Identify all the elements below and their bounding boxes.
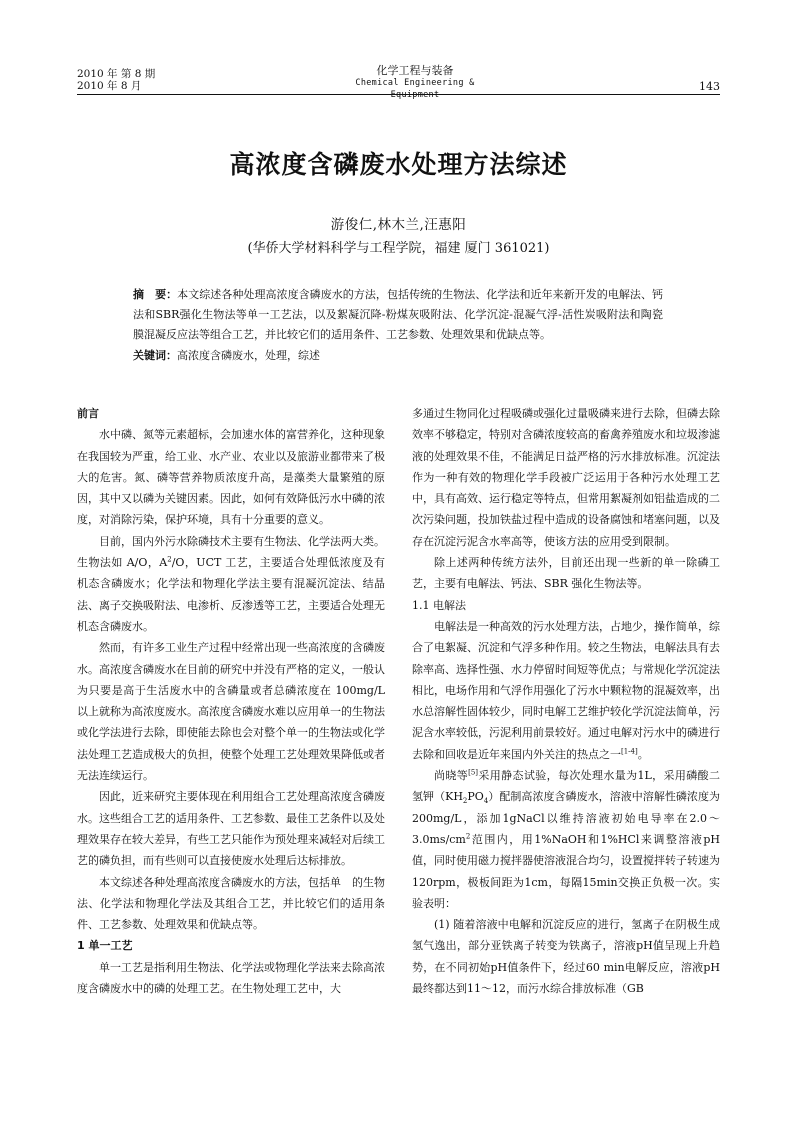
section-heading-1-1: 1.1 电解法 (412, 598, 466, 612)
paragraph (412, 765, 720, 914)
body-column-left (77, 403, 385, 999)
subscript: 4 (483, 797, 489, 806)
text-run: 采用静态试验，每次处理水量为1L，采用磷酸二氢钾（KH (412, 769, 721, 804)
abstract-label: 摘 要： (133, 288, 178, 301)
article-title: 高浓度含磷废水处理方法综述 (229, 150, 568, 179)
paragraph: (1) 随着溶液中电解和沉淀反应的进行，氢离子在阴极生成氢气逸出，部分亚铁离子转变为铁离子，溶液pH值呈现上升趋势，在不同初始pH值条件下，经过60 min电解反应，溶液pH最终都达到11～12，而污水综合排放标准（GB (412, 918, 720, 996)
text-run: 目前，国内外污水除磷技术主要有生物法、化学法两大类。生物法如 A/O，A (77, 534, 385, 570)
text-run: 。 (637, 747, 649, 761)
text-run: 范围内，用1%NaOH和1%HCl来调整溶液pH值，同时使用磁力搅拌器使溶液混合均匀，设置搅拌转子转速为120rpm，极板间距为1cm，每隔15min交换正负极一次。实验表明： (412, 832, 720, 910)
issue-label: 2010 年 第 8 期 (77, 68, 156, 80)
header-rule (77, 94, 720, 95)
paragraph: 水中磷、氮等元素超标，会加速水体的富营养化，这种现象在我国较为严重，给工业、水产业、农业以及旅游业都带来了极大的危害。氮、磷等营养物质浓度升高，是藻类大量繁殖的原因，其中又以磷为关键因素。因此，如何有效降低污水中磷的浓度，对消除污染，保护环境，具有十分重要的意义。 (77, 428, 385, 527)
text-run: 尚晓等 (434, 769, 469, 783)
section-heading-1: 1 单一工艺 (77, 939, 133, 953)
citation: [5] (468, 768, 479, 777)
author-list: 游俊仁,林木兰,汪惠阳 (330, 217, 467, 233)
paragraph: 然而，有许多工业生产过程中经常出现一些高浓度的含磷废水。高浓度含磷废水在目前的研究中并没有严格的定义，一般认为只要是高于生活废水中的含磷量或者总磷浓度在 100mg/L 以上就称为高浓度废水。高浓度含磷废水难以应用单一的生物法或化学法进行去除，即使能去除也会对整个单一的生物法或化学法处理工艺造成极大的负担，使整个处理工艺处理效果降低或者无法连续运行。 (77, 641, 385, 783)
keywords-text: 高浓度含磷废水，处理，综述 (177, 349, 320, 362)
paragraph: 因此，近来研究主要体现在利用组合工艺处理高浓度含磷废水。这些组合工艺的适用条件、工艺参数、最佳工艺条件以及处理效果存在较大差异，有些工艺只能作为预处理来减轻对后续工艺的磷负担，而有些则可以直接使废水处理后达标排放。 (77, 790, 385, 868)
paragraph: 多通过生物同化过程吸磷或强化过量吸磷来进行去除，但磷去除效率不够稳定，特别对含磷浓度较高的畜禽养殖废水和垃圾渗滤液的处理效果不佳，不能满足日益严格的污水排放标准。沉淀法作为一种有效的物理化学手段被广泛运用于各种污水处理工艺中，具有高效、运行稳定等特点，但常用絮凝剂如铝盐造成的二次污染问题，投加铁盐过程中造成的设备腐蚀和堵塞问题，以及存在沉淀污泥含水率高等，使该方法的应用受到限制。 (412, 407, 720, 548)
abstract (133, 285, 663, 345)
text-run: /O，UCT 工艺，主要适合处理低浓度及有机态含磷废水；化学法和物理化学法主要有混凝沉淀法、结晶法、离子交换吸附法、电渗析、反渗透等工艺，主要适合处理无机态含磷废水。 (77, 556, 386, 633)
section-heading-intro: 前言 (77, 407, 99, 420)
text-run: 电解法是一种高效的污水处理方法，占地少，操作简单，综合了电絮凝、沉淀和气浮多种作用。较之生物法，电解法具有去除率高、选择性强、水力停留时间短等优点；与常规化学沉淀法相比，电场作用和气浮作用强化了污水中颗粒物的混凝效率，出水总溶解性固体较少，同时电解工艺维护较化学沉淀法简单，污泥含水率较低，污泥利用前景较好。通过电解对污水中的磷进行去除和回收是近年来国内外关注的热点之一 (412, 619, 720, 761)
running-header-center (330, 65, 500, 101)
body-column-right (412, 403, 720, 999)
keywords (133, 346, 663, 366)
paragraph (77, 531, 385, 637)
citation: [1-4] (621, 747, 638, 756)
page-number: 143 (699, 80, 720, 93)
date-label: 2010 年 8 月 (77, 80, 142, 92)
paragraph: 单一工艺是指利用生物法、化学法或物理化学法来去除高浓度含磷废水中的磷的处理工艺。在生物处理工艺中，大 (77, 960, 385, 996)
affiliation: (华侨大学材料科学与工程学院，福建 厦门 361021) (247, 241, 550, 256)
paragraph: 除上述两种传统方法外，目前还出现一些新的单一除磷工艺，主要有电解法、钙法、SBR 强化生物法等。 (412, 556, 720, 591)
text-run: ）配制高浓度含磷废水，溶液中溶解性磷浓度为200mg/L，添加1gNaCl以维持溶液初始电导率在2.0～3.0ms/cm (412, 790, 721, 846)
keywords-label: 关键词： (133, 349, 177, 362)
text-run: PO (467, 790, 484, 804)
superscript: 2 (167, 555, 172, 564)
journal-name-en: Chemical Engineering & Equipment (355, 78, 475, 100)
paragraph: 本文综述各种处理高浓度含磷废水的方法，包括单 的生物法、化学法和物理化学法及其组合工艺，并比较它们的适用条件、工艺参数、处理效果和优缺点等。 (77, 875, 385, 932)
journal-name-cn: 化学工程与装备 (376, 64, 454, 77)
running-header-left (77, 68, 155, 92)
subscript: 2 (462, 797, 468, 806)
abstract-text: 本文综述各种处理高浓度含磷废水的方法，包括传统的生物法、化学法和近年来新开发的电解法、钙法和SBR强化生物法等单一工艺法，以及絮凝沉降-粉煤灰吸附法、化学沉淀-混凝气浮-活性炭吸附法和陶瓷膜混凝反应法等组合工艺，并比较它们的适用条件、工艺参数、处理效果和优缺点等。 (133, 288, 663, 341)
paragraph (412, 616, 720, 765)
superscript: 2 (465, 832, 471, 841)
